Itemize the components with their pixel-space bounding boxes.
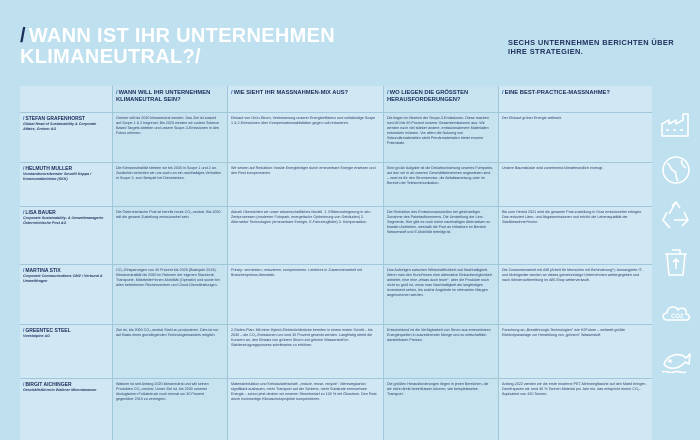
co2-cloud-icon [658,294,694,330]
table-row [20,116,652,160]
mix-cell: Wir setzen auf Reduktion: fossile Energieträger durch erneuerbare Energie ersetzen und den Rest kompensieren. [231,166,376,175]
row-divider [20,378,652,379]
best-practice-cell: Die Zusammenarbeit mit AfB (Arbeit für Menschen mit Behinderung*): Ausrangierte IT- und Mobilgeräte werden an dieses gemeinnützige Unternehmen weitergegeben und nach Wiederaufbereitung im AfB-Shop weiterverkauft. [502,268,643,282]
table-row [20,210,652,262]
person-role: Corporate Communications OMV / Verbund & Umweltfragen [23,274,103,283]
best-practice-cell: Unsere Baumstücke wird zunehmend klimafreundlich erzeugt. [502,166,604,170]
best-practice-cell: Anfang 2022 werden wir die erste moderne PET-Mehrwegflasche auf den Markt bringen. Damit sparen wir rund 40 % Tonnen Material pro Jahr ein, das entspricht einem CO₂-Äquivalent von 420 Tonnen. [502,382,647,396]
challenge-cell: Die größten Herausforderungen liegen in jenen Bereichen, die wir nicht direkt beeinflussen können, wie beispielsweise Transport. [387,382,489,396]
title-line-1: WANN IST IHR UNTERNEHMEN [28,25,335,47]
challenge-cell: Die Reduktion des Emissionsausstoßes bei gleichzeitiger Zunahme des Paketaufkommens. Die Umstellung der Line-Segments. Hier gibt es noch keine nachhaltigen Alternativen zu fossilen Antrieben, weshalb die Post an Initiativen im Bereich Wasserstoff und E-Mobilität beteiligt ist. [387,210,491,234]
when-cell: Walkner ist seit Anfang 2020 klimaneutral und will seinen Produkten CO₂-neutral. Unser Ziel ist, bis 2030 unseren ökologischen Fußabdruck noch einmal um 30 Prozent gegenüber 2019 zu verringern. [116,382,209,401]
page-subtitle: SECHS UNTERNEHMEN BERICHTEN ÜBER IHRE STRATEGIEN. [508,38,674,56]
challenge-cell: Die liegen im Bereich der Scope-3-Emissionen. Diese machen rund 80 bis 90 Prozent unserer Gesamtemissionen aus. Wir werden noch viel stärker andere, emissionsärmere Materialien entwickeln müssen. Vor allem die Nutzung von Sekundärmaterialien steht Primärmaterialien bietet enorme Potenziale. [387,116,489,145]
title-line-2: KLIMANEUTRAL?/ [20,46,201,68]
best-practice-cell: Forschung an „Breakthrough-Technologien" wie H2Future – weltweit größte Elektrolyseanlage zur Herstellung von „grünem" Wasserstoff. [502,328,626,337]
page-title [20,26,335,68]
person-name: /BIRGIT AICHINGER [23,382,72,388]
column-header-when: /WANN WILL IHR UNTERNEHMEN KLIMANEUTRAL SEIN? [116,90,211,103]
title-slash: / [20,25,26,47]
person-cell [23,210,109,262]
person-role: Global Head of Sustainability & Corporate Affairs, Greiner AG [23,122,97,131]
column-header-challenge: /WO LIEGEN DIE GRÖSSTEN HERAUSFORDERUNGEN? [387,90,469,103]
mix-cell: Aktuell Übersichten wir unser wissenschaftliches Modell. 1. Effizienzsteigerung in den Zentprozessen (moderner Fuhrpark, energetische Optimierung von Gebäuden) 2. Alternative Technologien (erneuerbare Energie, E-Fahrzeugflotte) 3. Kompensation [231,210,371,224]
when-cell: Die Österreichische Post ist bereits heute CO₂-neutral. Bis 2030 will die gesamt Zustellung emissionsfrei sein. [116,210,221,219]
comparison-table [20,86,652,440]
mix-cell: 2-Stufen-Plan: Mit einer Hybrid-Elektrolichtbrücke bereiten in einem ersten Schritt – bis 2030 – die CO₂-Emissionen um rund 30 Prozent gesenkt werden. Langfristig strebt die Konzern an, den Einsatz von grünem Strom und grünem Wasserstoff im Stahlerzeugungsprozess schrittweise zu erhöhen. [231,328,373,347]
person-role: Corporate Sustainability- & Umweltmanagerin Österreichische Post AG [23,216,104,225]
trash-bin-icon [658,244,694,280]
best-practice-cell: Der Einkauf grüner Energie weltweit. [502,116,562,120]
person-name: /LISA BAUER [23,210,56,216]
when-cell: CO₂-Einsparungen von 40 Prozent bis 2025 (Basisjahr 2019). Klimaneutralität bis 2050 im Rahmen der eigenen Standorte, Transporte, Mitarbeiter*innen-Mobilität (Operativ) und sowie bei allen betriebenen Rechenzentren und Cloud-Dienstleistungen. [116,268,220,287]
fish-icon [658,342,694,378]
person-name: /STEFAN GRAFENHORST [23,116,86,122]
row-divider [20,162,652,163]
when-cell: Greiner will bis 2030 klimaneutral werden. Das Ziel ist sowohl auf Scope 1 & 2 begrenzt. Bis 2025 werden wir zudem Science Based Targets ableiten und unsere Scope-3-Emissionen in den Fokus nehmen. [116,116,220,135]
challenge-cell: Entscheidend ist die Verfügbarkeit von Strom aus erneuerbaren Energiequellen in ausreichender Menge und zu wirtschaftlich darstellbaren Preisen. [387,328,491,342]
table-row [20,166,652,204]
best-practice-cell: Bis zum Herbst 2021 wird die gesamte Post-zustellung in Graz emissionsfrei erfolgen. Das reduziert Lärm- und Abgasemissionen und erhöht die Lebensqualität der Stadtbewohner*innen. [502,210,643,224]
column-header-best: /EINE BEST-PRACTICE-MASSNAHME? [502,90,610,96]
person-role: Voestalpine AG [23,334,50,338]
table-row [20,328,652,376]
globe-icon [658,152,694,188]
challenge-cell: Das Aufzeigen zwischen Wirtschaftlichkeit und Nachhaltigkeit. Wenn man den Kund*innen eine alternative Einkaufsmöglichkeit anbietet, eine eine „etwas doch teuer", aber die Produkte noch nicht so groß ist, muss man Nachhaltigkeit als langfristiges Investment sehen, bis solche Angebote im relevanten Margen angenommen werden. [387,268,492,297]
when-cell: Die Klimaneutralität streben wir bis 2030 in Scope 1 und 2 an. Zusätzlich berichten wir uns auch um ein nachhaltiges Verhalten in Scope 3, zum Beispiel bei Dienstreisen. [116,166,221,180]
person-name: /MARTINA STIX [23,268,61,274]
table-row [20,268,652,322]
person-cell [23,116,109,160]
row-divider [20,324,652,325]
person-name: /GREENTEC STEEL [23,328,71,334]
mix-cell: Materialreduktion und Kreislaufwirtschaft: „reduce, reuse, recycle". Mehrwegkarton signifikant ausbauen, mehr Transport auf der Schiene, mehr Substrate erneuerbare Energie – schon jetzt decken wir unseren Strombedarf zu 100 % mit Ökostrom. Den Rest durch hochwertige Klimaschutzprojekte kompensieren. [231,382,377,401]
person-name: /HELMUTH MÜLLER [23,166,73,172]
person-cell [23,268,109,322]
table-row [20,382,652,438]
mix-cell: Einkauf von Grün-Strom, Verbesserung unserer Energieeffizienz und vollständige Scope 1 & 2-Emissionen über Kompensationsaktivitäten gegen null reduzieren. [231,116,376,125]
factory-icon [658,106,694,142]
challenge-cell: Eine große Aufgabe ist die Dekarbonisierung unseres Fuhrparks, auf den wir in all unseren Geschäftsbereichen angewiesen sind – zwei es für den Stromservice, die Abfallsammlung oder im Bereich der Telekommunikation. [387,166,493,185]
person-cell [23,382,109,438]
svg-text:CO2: CO2 [671,314,684,320]
row-divider [20,206,652,207]
when-cell: Ziel ist, bis 2050 CO₂-neutral Stahl zu produzieren. Dies ist nur auf Basis eines grundlegenden Technologiewandels möglich. [116,328,219,337]
column-header-mix: /WIE SIEHT IHR MASSNAHMEN-MIX AUS? [231,90,349,96]
recycle-icon [658,198,694,234]
mix-cell: Prinzip: vermeiden, reduzieren, kompensieren. Letzteres in Zusammenarbeit mit Branchenprimus Atmosfair. [231,268,362,277]
person-role: Geschäftsführerin Walkner Mineralwasser [23,388,97,392]
person-cell [23,166,109,204]
person-cell [23,328,109,376]
person-role: Vorstandsvorsitzender Smurfit Kappa / Kommunalbetriebe (SKK) [23,172,92,181]
row-divider [20,264,652,265]
row-divider [20,112,652,113]
